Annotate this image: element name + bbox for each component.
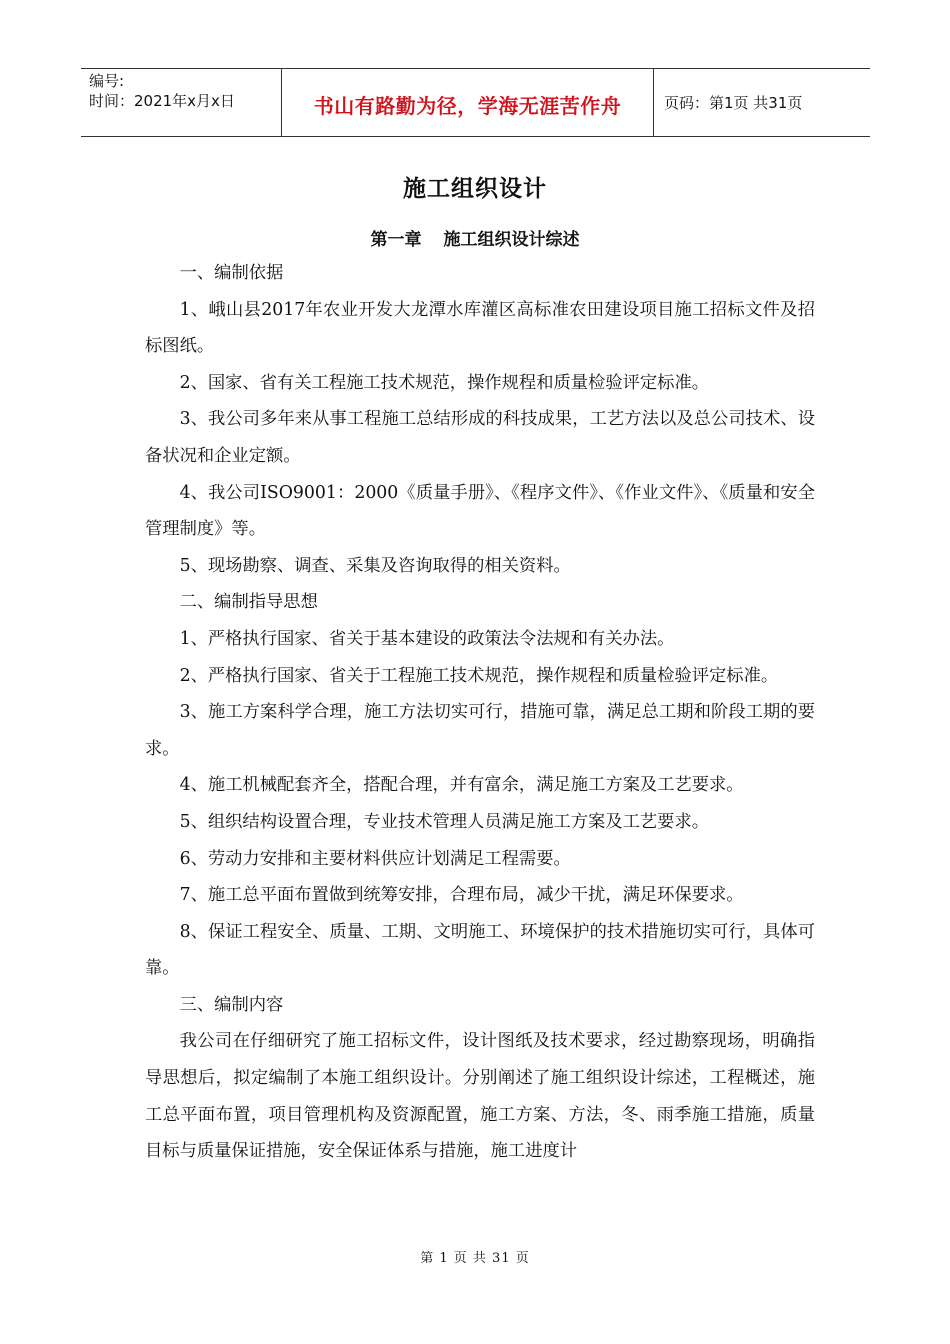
- body-paragraph: 我公司在仔细研究了施工招标文件，设计图纸及技术要求，经过勘察现场，明确指导思想后，拟定编制了本施工组织设计。分别阐述了施工组织设计综述，工程概述，施工总平面布置，项目管理机构及资源配置，施工方案、方法，冬、雨季施工措施，质量目标与质量保证措施，安全保证体系与措施，施工进度计: [145, 1031, 815, 1162]
- body-paragraph: 1、峨山县2017年农业开发大龙潭水库灌区高标准农田建设项目施工招标文件及招标图纸。: [145, 299, 815, 357]
- header-page-label: 页码：第1页 共31页: [664, 94, 803, 112]
- body-paragraph: 2、国家、省有关工程施工技术规范，操作规程和质量检验评定标准。: [179, 372, 710, 393]
- body-paragraph: 2、严格执行国家、省关于工程施工技术规范，操作规程和质量检验评定标准。: [179, 665, 779, 686]
- document-number-label: 编号:: [89, 72, 125, 90]
- chapter-title: 施工组织设计综述: [443, 230, 580, 250]
- header-page-info: [654, 69, 870, 136]
- header-motto-cell: [281, 69, 654, 136]
- chapter-number: 第一章: [370, 230, 422, 250]
- page-footer: 第 1 页 共 31 页: [420, 1251, 530, 1266]
- body-paragraph: 3、我公司多年来从事工程施工总结形成的科技成果，工艺方法以及总公司技术、设备状况和企业定额。: [145, 409, 815, 466]
- chapter-heading: [0, 225, 950, 250]
- header-meta: [81, 69, 281, 136]
- body-paragraph: 5、组织结构设置合理，专业技术管理人员满足施工方案及工艺要求。: [179, 811, 710, 832]
- body-paragraph: 3、施工方案科学合理，施工方法切实可行，措施可靠，满足总工期和阶段工期的要求。: [145, 702, 815, 759]
- document-body: [145, 255, 815, 1170]
- document-date: 时间：2021年x月x日: [89, 92, 235, 110]
- body-paragraph: 8、保证工程安全、质量、工期、文明施工、环境保护的技术措施切实可行，具体可靠。: [145, 921, 815, 979]
- section-heading: 一、编制依据: [179, 263, 284, 283]
- body-paragraph: 4、我公司ISO9001：2000《质量手册》、《程序文件》、《作业文件》、《质量和安全管理制度》等。: [145, 482, 815, 540]
- body-paragraph: 7、施工总平面布置做到统筹安排，合理布局，减少干扰，满足环保要求。: [179, 885, 744, 906]
- section-heading: 三、编制内容: [179, 994, 284, 1015]
- section-heading: 二、编制指导思想: [179, 592, 318, 613]
- body-paragraph: 4、施工机械配套齐全，搭配合理，并有富余，满足施工方案及工艺要求。: [179, 775, 744, 796]
- page-header: [81, 68, 870, 137]
- header-motto: 书山有路勤为径，学海无涯苦作舟: [313, 94, 622, 118]
- body-paragraph: 5、现场勘察、调查、采集及咨询取得的相关资料。: [179, 555, 571, 576]
- document-title: 施工组织设计: [403, 176, 547, 202]
- body-paragraph: 6、劳动力安排和主要材料供应计划满足工程需要。: [179, 848, 571, 869]
- body-paragraph: 1、严格执行国家、省关于基本建设的政策法令法规和有关办法。: [179, 628, 675, 649]
